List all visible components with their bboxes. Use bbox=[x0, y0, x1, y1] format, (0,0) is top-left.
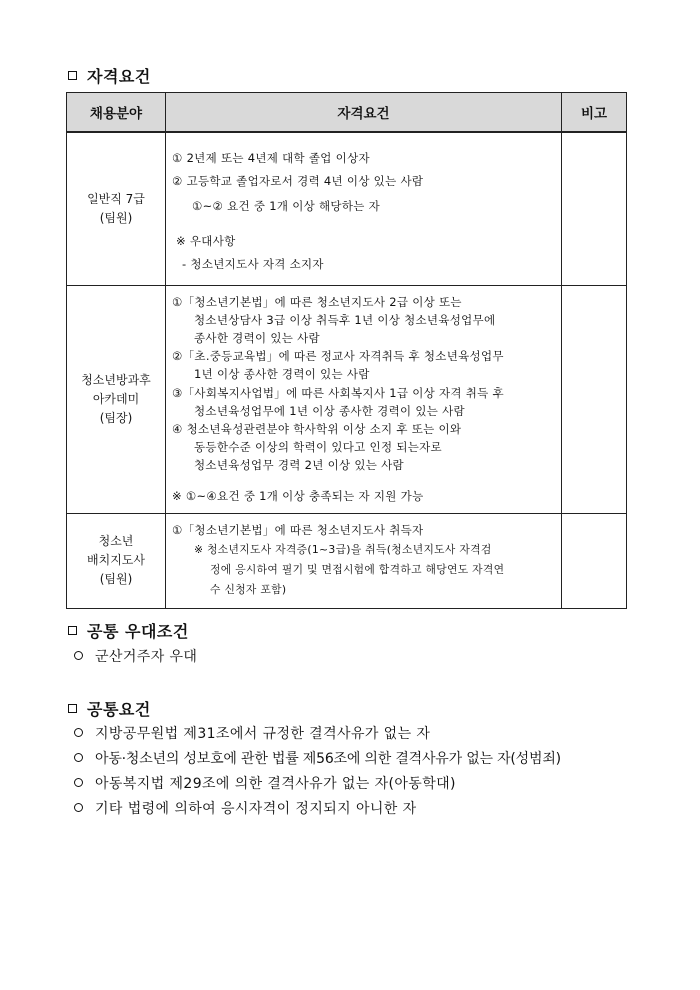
requirement-cell bbox=[166, 132, 562, 285]
header-field: 채용분야 bbox=[67, 93, 166, 133]
list-item bbox=[74, 795, 561, 820]
requirement-line: ③「사회복지사업법」에 따른 사회복지사 1급 이상 자격 취득 후 bbox=[172, 385, 504, 400]
note-cell bbox=[562, 513, 627, 608]
field-cell bbox=[67, 132, 166, 285]
circle-bullet-icon bbox=[74, 753, 83, 762]
section-title-text: 공통요건 bbox=[87, 700, 151, 719]
list-item bbox=[74, 770, 561, 795]
section-title-text: 공통 우대조건 bbox=[87, 622, 189, 641]
requirement-line: 청소년상담사 3급 이상 취득후 1년 이상 청소년육성업무에 bbox=[194, 312, 496, 327]
requirement-line: ②「초.중등교육법」에 따른 정교사 자격취득 후 청소년육성업무 bbox=[172, 349, 504, 364]
field-line: 배치지도사 bbox=[87, 553, 145, 568]
circle-bullet-icon bbox=[74, 778, 83, 787]
header-note: 비고 bbox=[562, 93, 627, 133]
field-cell bbox=[67, 513, 166, 608]
field-line: 아카데미 bbox=[92, 391, 140, 406]
requirement-line: 청소년육성업무 경력 2년 이상 있는 사람 bbox=[194, 458, 404, 473]
qualification-table bbox=[66, 92, 627, 609]
requirement-line: ※ ①~④요건 중 1개 이상 충족되는 자 지원 가능 bbox=[172, 488, 424, 503]
header-requirement: 자격요건 bbox=[166, 93, 562, 133]
table-row bbox=[67, 285, 627, 513]
field-line: 청소년방과후 bbox=[81, 372, 151, 387]
field-cell bbox=[67, 285, 166, 513]
requirement-line: 청소년육성업무에 1년 이상 종사한 경력이 있는 사람 bbox=[194, 403, 465, 418]
requirement-line: ④ 청소년육성관련분야 학사학위 이상 소지 후 또는 이와 bbox=[172, 421, 462, 436]
list-item-text: 아동복지법 제29조에 의한 결격사유가 없는 자(아동학대) bbox=[95, 775, 456, 792]
requirement-line: ※ 우대사항 bbox=[176, 234, 236, 248]
requirement-line: ①「청소년기본법」에 따른 청소년지도사 2급 이상 또는 bbox=[172, 294, 462, 309]
square-bullet-icon bbox=[68, 704, 77, 713]
field-line: (팀원) bbox=[99, 210, 133, 225]
field-line: 일반직 7급 bbox=[87, 191, 145, 206]
list-item bbox=[74, 745, 561, 770]
list-item-text: 아동·청소년의 성보호에 관한 법률 제56조에 의한 결격사유가 없는 자(성범죄) bbox=[95, 750, 561, 767]
list-item-text: 기타 법령에 의하여 응시자격이 정지되지 아니한 자 bbox=[95, 800, 417, 817]
section-title-text: 자격요건 bbox=[87, 67, 151, 86]
requirement-line: 수 신청자 포함) bbox=[210, 582, 287, 596]
requirement-line: 종사한 경력이 있는 사람 bbox=[194, 330, 320, 345]
requirement-cell bbox=[166, 513, 562, 608]
requirement-line: ※ 청소년지도사 자격증(1~3급)을 취득(청소년지도사 자격검 bbox=[194, 542, 492, 556]
common-list bbox=[74, 720, 561, 820]
field-line: 청소년 bbox=[98, 534, 134, 549]
circle-bullet-icon bbox=[74, 651, 83, 660]
section-title-preference bbox=[68, 619, 189, 642]
circle-bullet-icon bbox=[74, 803, 83, 812]
note-cell bbox=[562, 285, 627, 513]
preference-list bbox=[74, 643, 197, 668]
section-title-qualification bbox=[68, 64, 151, 87]
circle-bullet-icon bbox=[74, 728, 83, 737]
section-title-common bbox=[68, 697, 151, 720]
requirement-line: ①~② 요건 중 1개 이상 해당하는 자 bbox=[192, 199, 381, 213]
requirement-cell bbox=[166, 285, 562, 513]
note-cell bbox=[562, 132, 627, 285]
requirement-line: ① 2년제 또는 4년제 대학 졸업 이상자 bbox=[172, 151, 370, 165]
list-item-text: 지방공무원법 제31조에서 규정한 결격사유가 없는 자 bbox=[95, 725, 431, 742]
requirement-line: 동등한수준 이상의 학력이 있다고 인정 되는자로 bbox=[194, 440, 442, 455]
field-line: (팀장) bbox=[99, 410, 133, 425]
square-bullet-icon bbox=[68, 626, 77, 635]
field-line: (팀원) bbox=[99, 572, 133, 587]
table-header-row bbox=[67, 93, 627, 133]
list-item bbox=[74, 720, 561, 745]
requirement-line: - 청소년지도사 자격 소지자 bbox=[182, 257, 324, 271]
requirement-line: 1년 이상 종사한 경력이 있는 사람 bbox=[194, 367, 370, 382]
requirement-line: ①「청소년기본법」에 따른 청소년지도사 취득자 bbox=[172, 522, 424, 537]
table-row bbox=[67, 132, 627, 285]
requirement-line: ② 고등학교 졸업자로서 경력 4년 이상 있는 사람 bbox=[172, 174, 424, 188]
table-row bbox=[67, 513, 627, 608]
list-item bbox=[74, 643, 197, 668]
list-item-text: 군산거주자 우대 bbox=[95, 648, 198, 665]
square-bullet-icon bbox=[68, 71, 77, 80]
requirement-line: 정에 응시하여 필기 및 면접시험에 합격하고 해당연도 자격연 bbox=[210, 562, 505, 576]
